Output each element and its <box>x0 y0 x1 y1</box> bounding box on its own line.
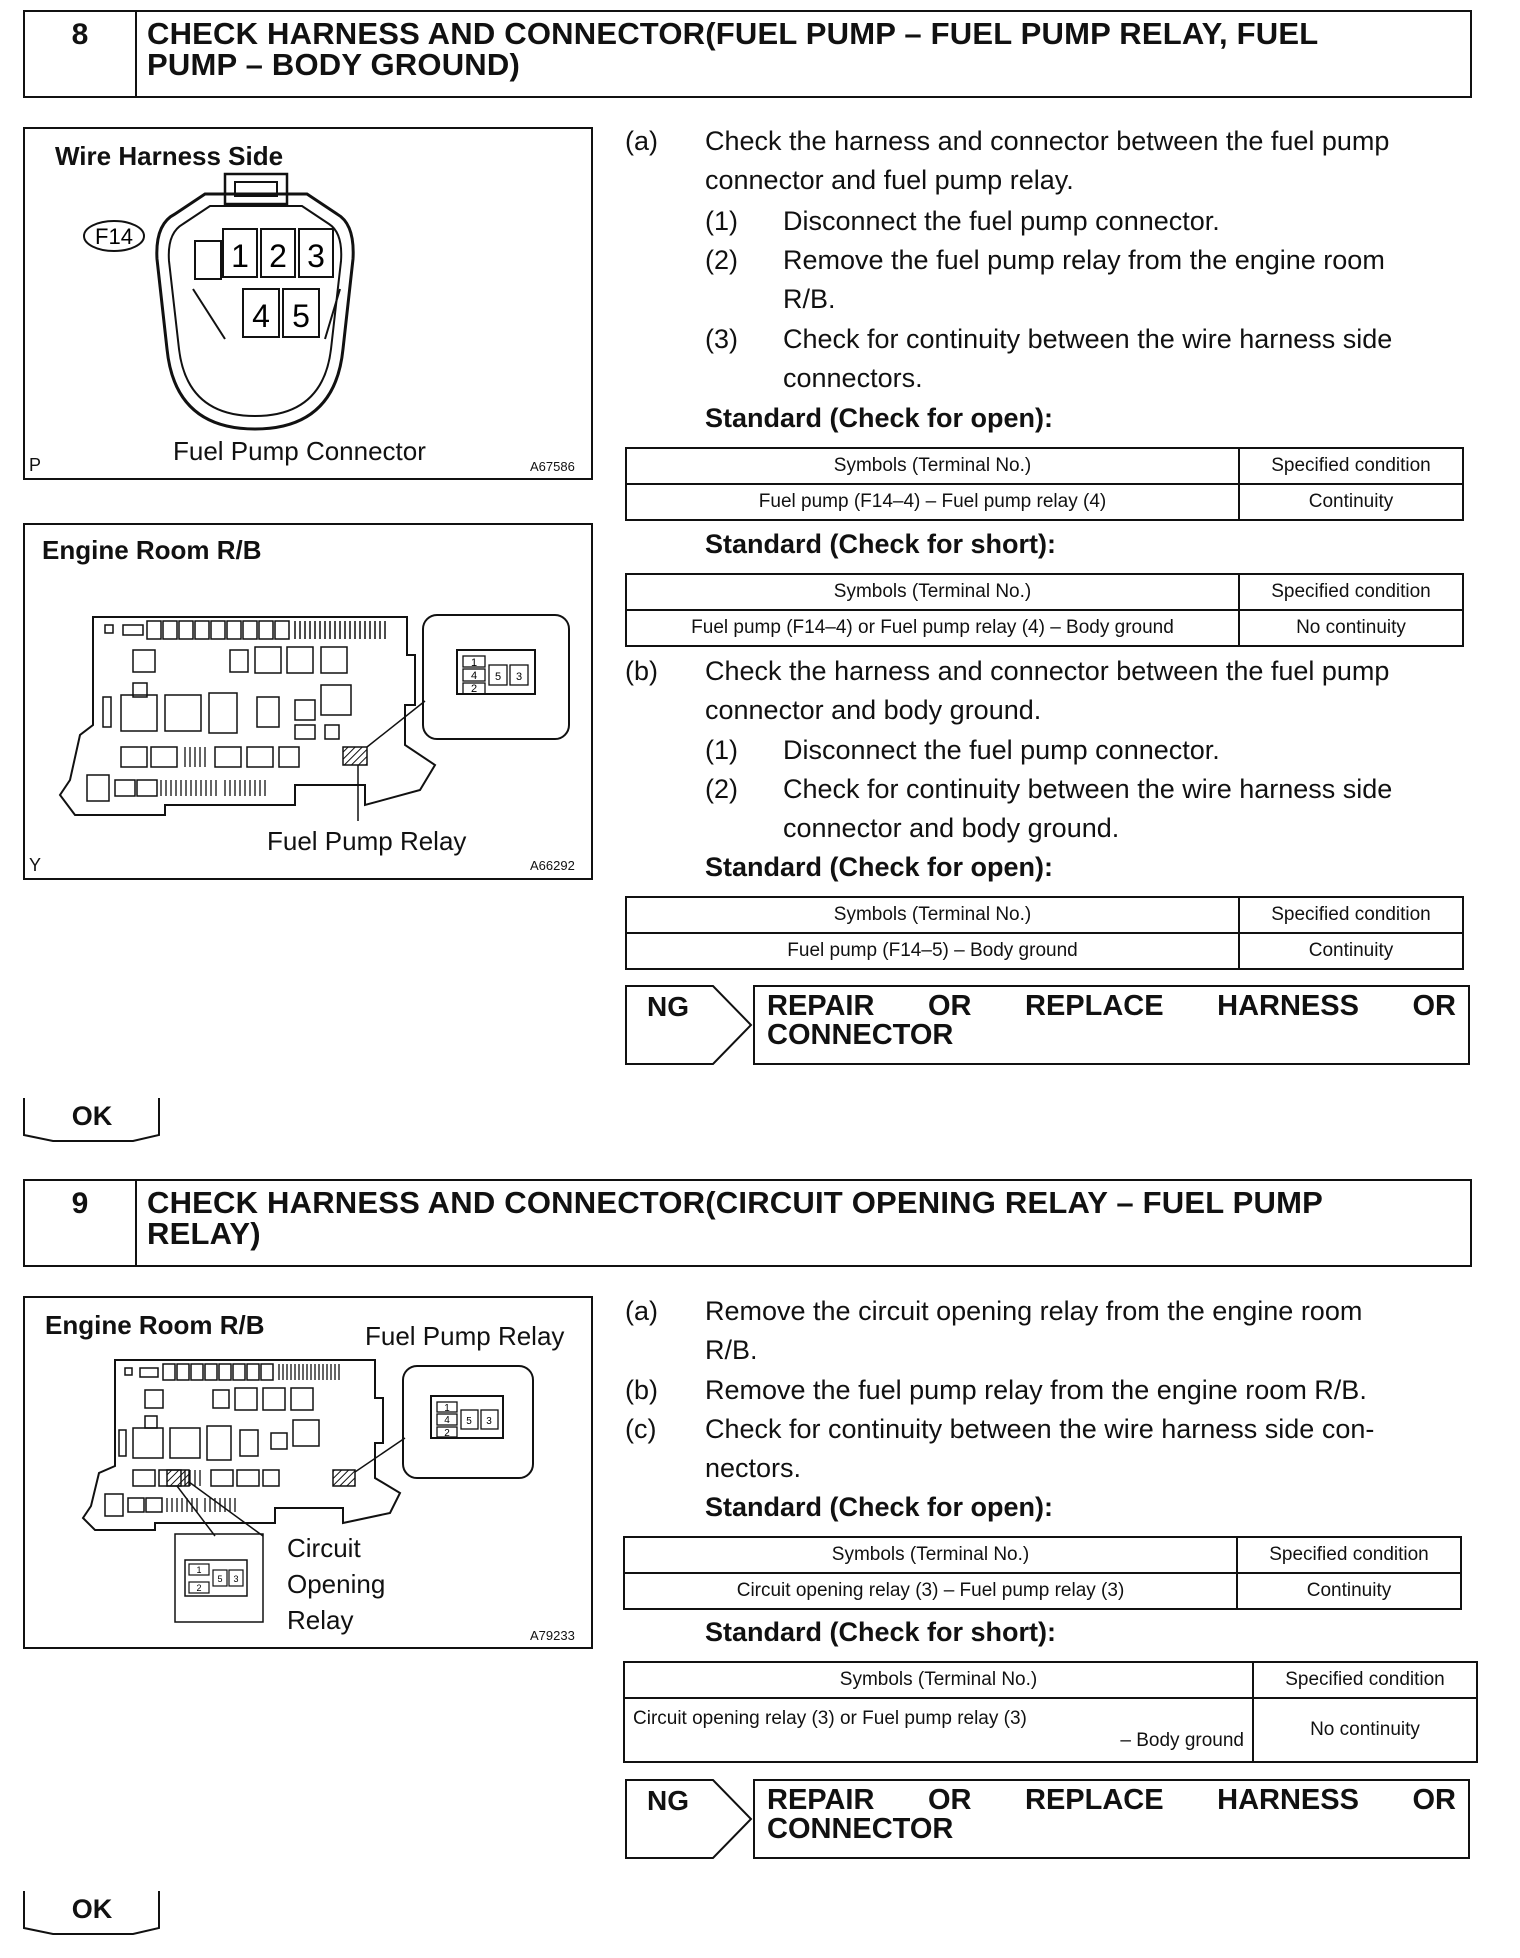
ng-action-text: REPAIR OR REPLACE HARNESS OR CONNECTOR <box>753 985 1470 1065</box>
standard-short-heading: Standard (Check for short): <box>705 529 1057 559</box>
table-header-cell: Specified condition <box>1239 448 1463 484</box>
spec-table-short <box>623 1661 1478 1763</box>
table-header-row <box>626 897 1463 933</box>
step-9-number: 9 <box>25 1181 137 1265</box>
ng-label: NG <box>647 991 689 1022</box>
ng-result-box <box>625 985 1470 1065</box>
engine-room-rb-figure <box>23 523 593 880</box>
item-b-text: Remove the fuel pump relay from the engine room R/B. <box>705 1375 1367 1405</box>
svg-text:1: 1 <box>196 1565 202 1575</box>
substep-number: (3) <box>705 324 738 354</box>
substep-number: (1) <box>705 206 738 236</box>
substep-text: Check for continuity between the wire harness side connector and body ground. <box>783 774 1393 843</box>
svg-text:2: 2 <box>196 1583 202 1593</box>
standard-open-heading: Standard (Check for open): <box>705 1492 1054 1522</box>
substep-number: (2) <box>705 774 738 804</box>
table-header-cell: Symbols (Terminal No.) <box>624 1662 1253 1698</box>
item-a-text: Check the harness and connector between the fuel pump connector and fuel pump relay. <box>705 126 1390 195</box>
figure-code: A66292 <box>530 858 575 873</box>
connector-code-label: F14 <box>95 224 133 249</box>
table-header-row <box>626 574 1463 610</box>
table-header-row <box>626 448 1463 484</box>
table-header-cell: Symbols (Terminal No.) <box>626 448 1239 484</box>
figure-title: Engine Room R/B <box>42 535 262 565</box>
substep-text: Check for continuity between the wire harness side connectors. <box>783 324 1393 393</box>
table-row <box>624 1698 1477 1762</box>
ok-label: OK <box>71 1894 113 1924</box>
connector-diagram <box>25 129 591 478</box>
item-b-label: (b) <box>625 656 658 686</box>
svg-text:4: 4 <box>470 670 478 682</box>
figure-caption: Fuel Pump Relay <box>267 826 467 856</box>
table-cell: Circuit opening relay (3) – Fuel pump relay (3) <box>624 1573 1237 1609</box>
svg-text:1: 1 <box>444 1403 450 1414</box>
step-9-title: CHECK HARNESS AND CONNECTOR(CIRCUIT OPENING RELAY – FUEL PUMP RELAY) <box>147 1185 1323 1251</box>
table-header-cell: Specified condition <box>1237 1537 1461 1573</box>
ng-label: NG <box>647 1785 689 1816</box>
item-c-label: (c) <box>625 1414 657 1444</box>
circuit-opening-relay-caption: Circuit Opening Relay <box>287 1533 386 1635</box>
svg-text:5: 5 <box>466 1416 472 1427</box>
table-header-cell: Symbols (Terminal No.) <box>626 897 1239 933</box>
substep-text: Disconnect the fuel pump connector. <box>783 735 1220 765</box>
pin-3: 3 <box>307 238 325 274</box>
pin-4: 4 <box>252 298 270 334</box>
svg-text:2: 2 <box>444 1428 450 1439</box>
substep-number: (1) <box>705 735 738 765</box>
ok-label: OK <box>71 1101 113 1131</box>
substep-text: Disconnect the fuel pump connector. <box>783 206 1220 236</box>
standard-open-heading: Standard (Check for open): <box>705 403 1054 433</box>
figure-code: A79233 <box>530 1628 575 1643</box>
table-cell: Continuity <box>1237 1573 1461 1609</box>
table-cell: Fuel pump (F14–4) – Fuel pump relay (4) <box>626 484 1239 520</box>
table-cell: No continuity <box>1239 610 1463 646</box>
spec-table-open <box>625 447 1464 521</box>
engine-room-rb-figure <box>23 1296 593 1649</box>
ng-action-text: REPAIR OR REPLACE HARNESS OR CONNECTOR <box>753 1779 1470 1859</box>
spec-table-open <box>623 1536 1462 1610</box>
table-header-row <box>624 1662 1477 1698</box>
table-header-row <box>624 1537 1461 1573</box>
circuit-opening-relay-location <box>167 1470 189 1486</box>
table-header-cell: Symbols (Terminal No.) <box>626 574 1239 610</box>
table-cell: Fuel pump (F14–4) or Fuel pump relay (4) – Body ground <box>626 610 1239 646</box>
fuel-pump-relay-caption: Fuel Pump Relay <box>365 1321 565 1351</box>
svg-text:1: 1 <box>470 657 478 669</box>
item-b-text: Check the harness and connector between the fuel pump connector and body ground. <box>705 656 1390 725</box>
table-row <box>624 1573 1461 1609</box>
svg-text:3: 3 <box>486 1416 492 1427</box>
step-9-header <box>23 1179 1472 1267</box>
ng-result-box <box>625 1779 1470 1859</box>
svg-text:5: 5 <box>494 671 502 683</box>
step-8-number: 8 <box>25 12 137 96</box>
step-8-header <box>23 10 1472 98</box>
figure-title: Engine Room R/B <box>45 1310 265 1340</box>
ok-result-tab <box>23 1890 159 1934</box>
figure-title: Wire Harness Side <box>55 141 284 171</box>
figure-code: A67586 <box>530 459 575 474</box>
item-b-label: (b) <box>625 1375 658 1405</box>
table-row <box>626 933 1463 969</box>
item-a-label: (a) <box>625 1296 658 1326</box>
pin-5: 5 <box>292 298 310 334</box>
item-a-label: (a) <box>625 126 658 156</box>
table-header-cell: Symbols (Terminal No.) <box>624 1537 1237 1573</box>
figure-corner-label: Y <box>29 855 42 875</box>
pin-2: 2 <box>269 238 287 274</box>
table-cell: No continuity <box>1253 1698 1477 1762</box>
figure-caption: Fuel Pump Connector <box>173 436 426 466</box>
ng-arrow-shape <box>625 985 753 1065</box>
ok-result-tab <box>23 1097 159 1141</box>
table-header-cell: Specified condition <box>1239 897 1463 933</box>
standard-open-heading: Standard (Check for open): <box>705 852 1054 882</box>
substep-number: (2) <box>705 245 738 275</box>
substep-text: Remove the fuel pump relay from the engine room R/B. <box>783 245 1385 314</box>
svg-text:4: 4 <box>444 1415 450 1426</box>
item-a-text: Remove the circuit opening relay from the engine room R/B. <box>705 1296 1363 1365</box>
pin-1: 1 <box>231 238 249 274</box>
standard-short-heading: Standard (Check for short): <box>705 1617 1057 1647</box>
table-cell: Continuity <box>1239 933 1463 969</box>
step-8-title: CHECK HARNESS AND CONNECTOR(FUEL PUMP – FUEL PUMP RELAY, FUEL PUMP – BODY GROUND) <box>147 16 1319 82</box>
table-row <box>626 610 1463 646</box>
svg-text:5: 5 <box>217 1574 223 1584</box>
item-c-text: Check for continuity between the wire harness side con- nectors. <box>705 1414 1375 1483</box>
svg-text:3: 3 <box>233 1574 239 1584</box>
svg-text:3: 3 <box>515 671 523 683</box>
spec-table-open <box>625 896 1464 970</box>
spec-table-short <box>625 573 1464 647</box>
fuel-pump-relay-location <box>343 747 367 765</box>
table-row <box>626 484 1463 520</box>
fuel-pump-connector-figure <box>23 127 593 480</box>
ng-arrow-shape <box>625 1779 753 1859</box>
table-cell: Continuity <box>1239 484 1463 520</box>
figure-corner-label: P <box>29 455 42 475</box>
table-cell: Fuel pump (F14–5) – Body ground <box>626 933 1239 969</box>
table-cell: Circuit opening relay (3) or Fuel pump relay (3) – Body ground <box>624 1698 1253 1762</box>
svg-text:2: 2 <box>470 683 478 695</box>
table-header-cell: Specified condition <box>1239 574 1463 610</box>
table-header-cell: Specified condition <box>1253 1662 1477 1698</box>
fuel-pump-relay-location <box>333 1470 355 1486</box>
